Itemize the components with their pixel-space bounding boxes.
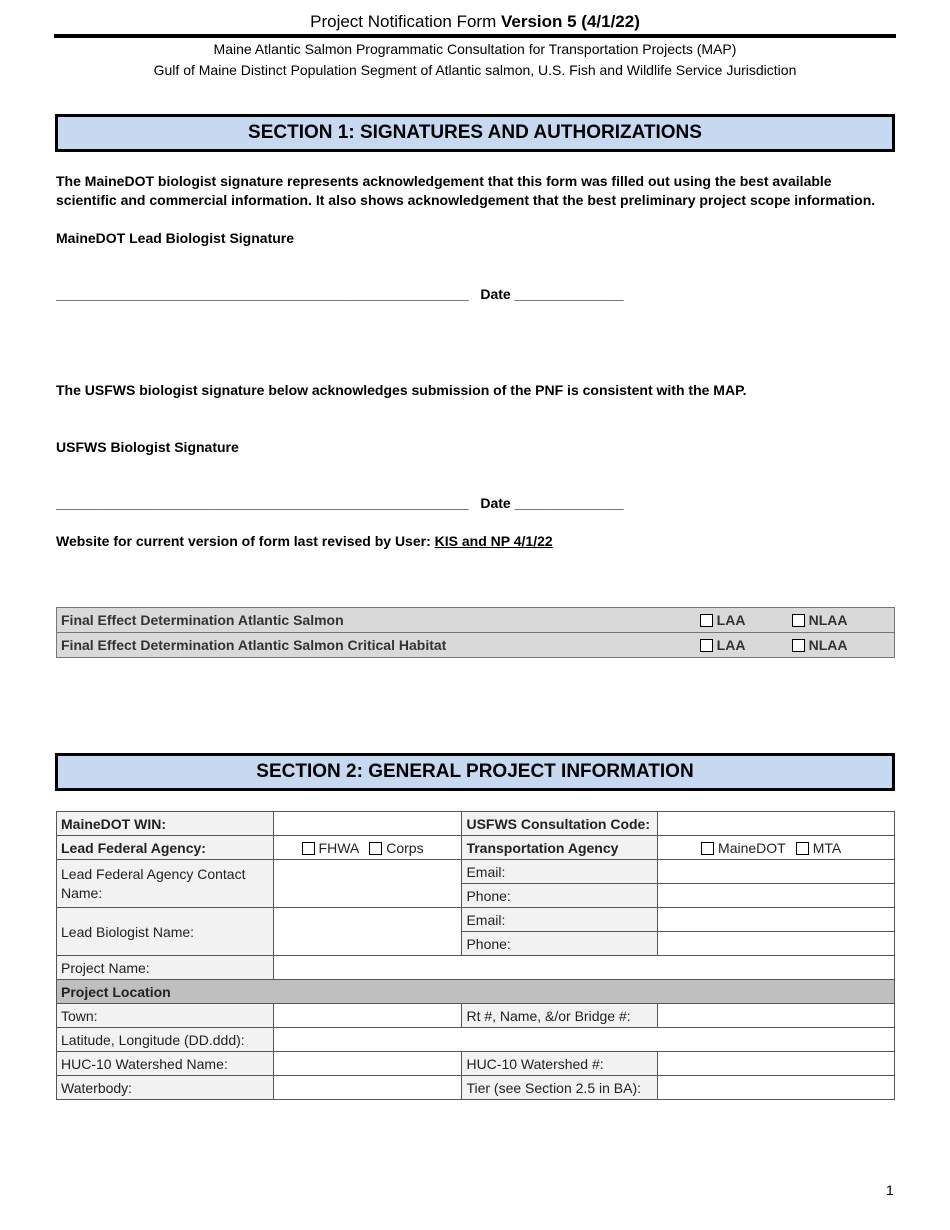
- section1-header: SECTION 1: SIGNATURES AND AUTHORIZATIONS: [55, 114, 895, 152]
- biologist-email-label: Email:: [462, 908, 658, 932]
- effect-label: Final Effect Determination Atlantic Salmon Critical Habitat: [57, 633, 696, 658]
- waterbody-field[interactable]: [273, 1076, 462, 1100]
- town-field[interactable]: [273, 1004, 462, 1028]
- checkbox-icon[interactable]: [700, 639, 713, 652]
- laa-label: LAA: [716, 637, 746, 653]
- tier-label: Tier (see Section 2.5 in BA):: [462, 1076, 658, 1100]
- mta-label: MTA: [812, 839, 842, 856]
- laa-option[interactable]: [696, 608, 788, 633]
- biologist-email-field[interactable]: [658, 908, 895, 932]
- mainedot-signature-label: MaineDOT Lead Biologist Signature: [56, 230, 295, 246]
- laa-option[interactable]: [696, 633, 788, 658]
- mainedot-label: MaineDOT: [718, 839, 786, 856]
- corps-label: Corps: [386, 839, 424, 856]
- mainedot-option[interactable]: [701, 840, 786, 856]
- biologist-phone-label: Phone:: [462, 932, 658, 956]
- win-label: MaineDOT WIN:: [57, 812, 274, 836]
- fhwa-label: FHWA: [318, 839, 360, 856]
- waterbody-label: Waterbody:: [57, 1076, 274, 1100]
- effect-row-critical-habitat: [57, 633, 895, 658]
- contact-phone-label: Phone:: [462, 884, 658, 908]
- checkbox-icon[interactable]: [700, 614, 713, 627]
- consultation-code-field[interactable]: [658, 812, 895, 836]
- huc-name-label: HUC-10 Watershed Name:: [57, 1052, 274, 1076]
- lead-agency-label: Lead Federal Agency:: [57, 836, 274, 860]
- contact-phone-field[interactable]: [658, 884, 895, 908]
- nlaa-label: NLAA: [808, 612, 848, 628]
- subtitle-jurisdiction: Gulf of Maine Distinct Population Segment of Atlantic salmon, U.S. Fish and Wildlife Service Jurisdiction: [153, 62, 797, 78]
- route-label: Rt #, Name, &/or Bridge #:: [462, 1004, 658, 1028]
- page-number: 1: [886, 1182, 894, 1198]
- checkbox-icon[interactable]: [701, 842, 714, 855]
- form-title: [0, 12, 950, 32]
- mainedot-signature-line[interactable]: _____________________________________________________ Date ______________: [56, 286, 624, 302]
- checkbox-icon[interactable]: [792, 639, 805, 652]
- form-version: Version 5 (4/1/22): [500, 12, 640, 31]
- fhwa-option[interactable]: [302, 840, 360, 856]
- lead-agency-options: [273, 836, 462, 860]
- nlaa-label: NLAA: [808, 637, 848, 653]
- latlong-label: Latitude, Longitude (DD.ddd):: [57, 1028, 274, 1052]
- route-field[interactable]: [658, 1004, 895, 1028]
- form-title-prefix: Project Notification Form: [310, 12, 501, 31]
- effect-determination-table: [56, 607, 895, 658]
- contact-name-field[interactable]: [273, 860, 462, 908]
- mainedot-acknowledgement-text: The MaineDOT biologist signature represents acknowledgement that this form was filled out using the best available scientific and commercial information. It also shows acknowledgement that the best preliminary project scope information.: [56, 173, 876, 208]
- transportation-agency-label: Transportation Agency: [462, 836, 658, 860]
- tier-field[interactable]: [658, 1076, 895, 1100]
- consultation-code-label: USFWS Consultation Code:: [462, 812, 658, 836]
- latlong-field[interactable]: [273, 1028, 894, 1052]
- biologist-name-label: Lead Biologist Name:: [57, 908, 274, 956]
- project-info-table: [56, 811, 895, 1100]
- contact-email-field[interactable]: [658, 860, 895, 884]
- subtitle-program: Maine Atlantic Salmon Programmatic Consultation for Transportation Projects (MAP): [213, 41, 737, 57]
- checkbox-icon[interactable]: [792, 614, 805, 627]
- nlaa-option[interactable]: [788, 633, 895, 658]
- usfws-signature-label: USFWS Biologist Signature: [56, 439, 239, 455]
- website-label: Website for current version of form last revised by User:: [56, 533, 435, 549]
- usfws-signature-line[interactable]: _____________________________________________________ Date ______________: [56, 495, 624, 511]
- huc-name-field[interactable]: [273, 1052, 462, 1076]
- corps-option[interactable]: [369, 840, 423, 856]
- mta-option[interactable]: [796, 840, 842, 856]
- town-label: Town:: [57, 1004, 274, 1028]
- win-field[interactable]: [273, 812, 462, 836]
- checkbox-icon[interactable]: [369, 842, 382, 855]
- contact-email-label: Email:: [462, 860, 658, 884]
- project-location-subheader: Project Location: [57, 980, 895, 1004]
- checkbox-icon[interactable]: [302, 842, 315, 855]
- project-name-field[interactable]: [273, 956, 894, 980]
- nlaa-option[interactable]: [788, 608, 895, 633]
- checkbox-icon[interactable]: [796, 842, 809, 855]
- biologist-phone-field[interactable]: [658, 932, 895, 956]
- contact-name-label: Lead Federal Agency Contact Name:: [57, 860, 274, 908]
- laa-label: LAA: [716, 612, 746, 628]
- project-name-label: Project Name:: [57, 956, 274, 980]
- section2-header: SECTION 2: GENERAL PROJECT INFORMATION: [55, 753, 895, 791]
- title-divider: [54, 34, 896, 38]
- effect-row-salmon: [57, 608, 895, 633]
- usfws-acknowledgement-text: The USFWS biologist signature below acknowledges submission of the PNF is consistent with the MAP.: [56, 382, 747, 398]
- website-revision-line: [56, 532, 896, 551]
- transportation-agency-options: [658, 836, 895, 860]
- website-link[interactable]: KIS and NP 4/1/22: [434, 533, 553, 549]
- huc-number-label: HUC-10 Watershed #:: [462, 1052, 658, 1076]
- huc-number-field[interactable]: [658, 1052, 895, 1076]
- biologist-name-field[interactable]: [273, 908, 462, 956]
- effect-label: Final Effect Determination Atlantic Salmon: [57, 608, 696, 633]
